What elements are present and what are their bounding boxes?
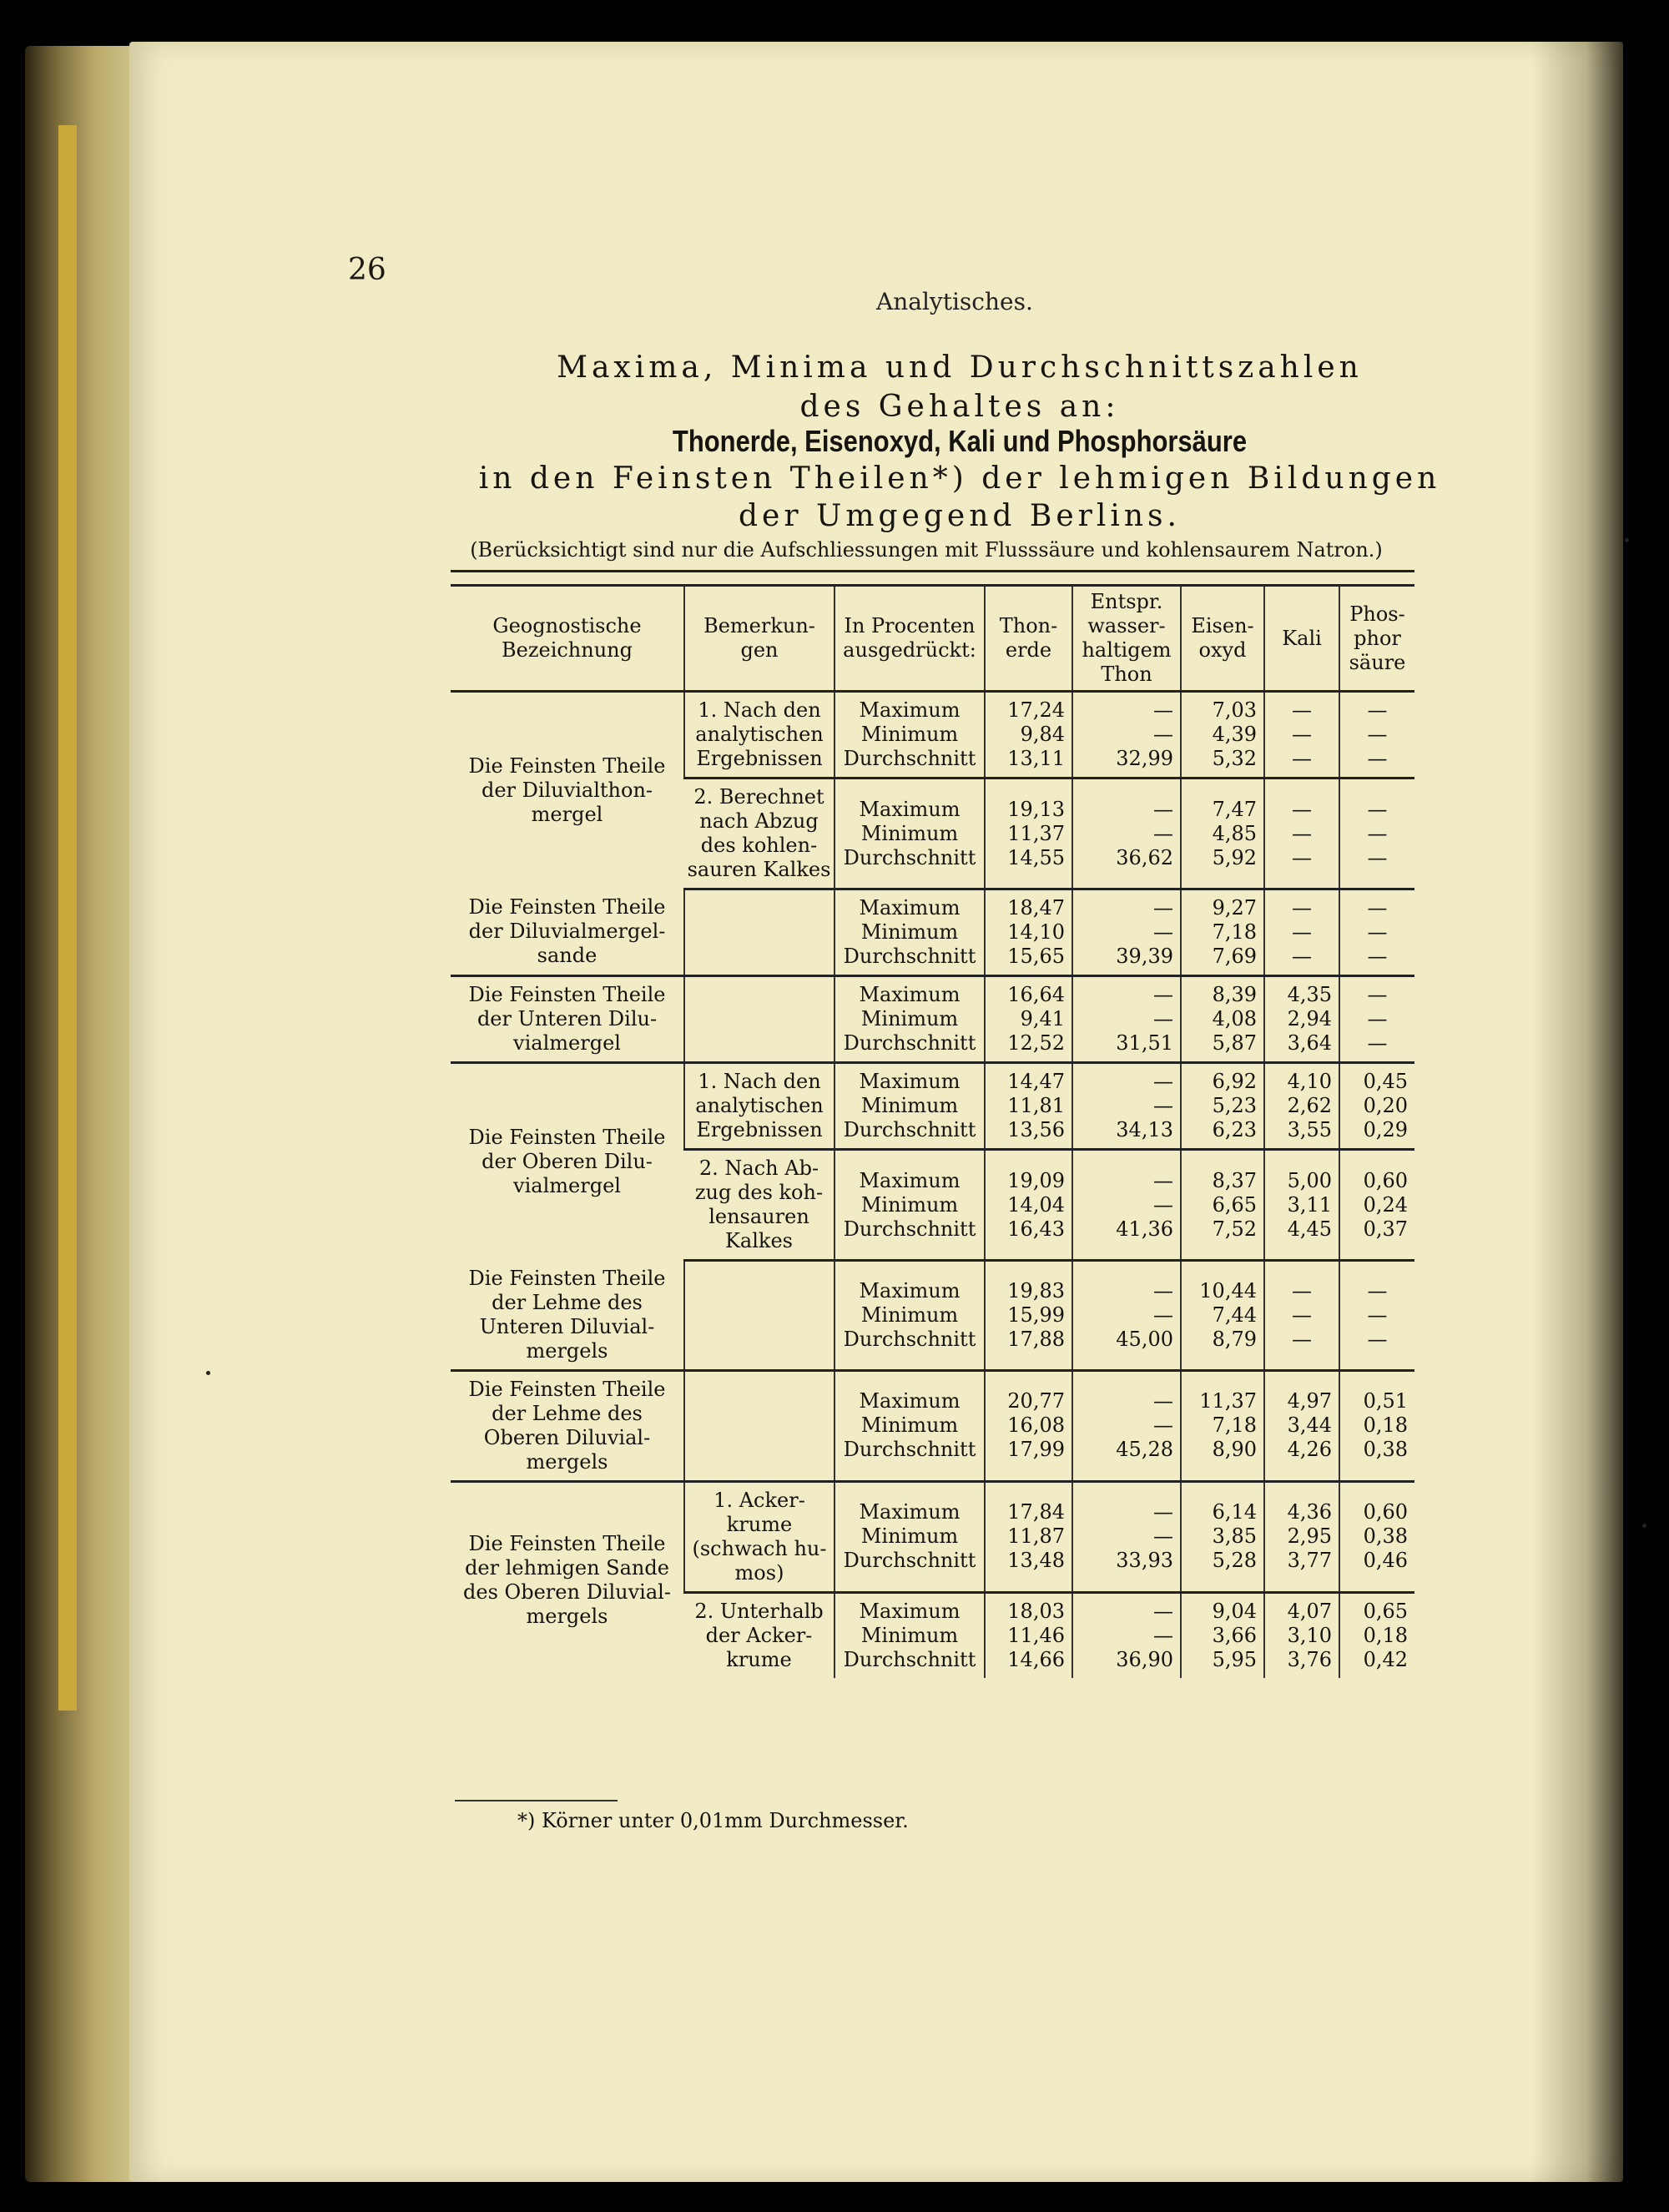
label-cell: Maximum Minimum Durchschnitt xyxy=(834,976,985,1063)
thonerde-cell: 18,47 14,10 15,65 xyxy=(985,889,1072,976)
header-cell: Kali xyxy=(1264,586,1339,692)
header-row xyxy=(451,586,1414,692)
kali-cell: — — — xyxy=(1264,1261,1339,1371)
eisenoxyd-cell: 11,37 7,18 8,90 xyxy=(1181,1370,1264,1481)
phosphor-cell: 0,65 0,18 0,42 xyxy=(1339,1592,1414,1678)
eisenoxyd-cell: 9,27 7,18 7,69 xyxy=(1181,889,1264,976)
group-name: Die Feinsten Theile der lehmigen Sande des Oberen Diluvial-mergels xyxy=(463,1531,671,1628)
phosphor-cell: — — — xyxy=(1339,778,1414,889)
kali-cell: 5,00 3,11 4,45 xyxy=(1264,1150,1339,1261)
header-cell: Eisen-oxyd xyxy=(1181,586,1264,692)
phosphor-cell: — — — xyxy=(1339,692,1414,778)
group-name: Die Feinsten Theile der Lehme des Unteren Diluvial-mergels xyxy=(451,1261,684,1371)
footnote-rule xyxy=(455,1800,618,1801)
eisenoxyd-cell: 8,39 4,08 5,87 xyxy=(1181,976,1264,1063)
thon-cell: — — 34,13 xyxy=(1072,1063,1181,1150)
table-subtitle: (Berücksichtigt sind nur die Aufschliessungen mit Flusssäure und kohlensaurem Natron.) xyxy=(470,538,1383,562)
thon-cell: — — 32,99 xyxy=(1072,692,1181,778)
speck xyxy=(1625,538,1629,542)
thon-cell: — — 41,36 xyxy=(1072,1150,1181,1261)
remark-cell: 1. Nach den analytischen Ergebnissen xyxy=(684,1063,834,1150)
eisenoxyd-cell: 10,44 7,44 8,79 xyxy=(1181,1261,1264,1371)
remark-cell: 1. Nach den analytischen Ergebnissen xyxy=(684,692,834,778)
eisenoxyd-cell: 7,03 4,39 5,32 xyxy=(1181,692,1264,778)
phosphor-cell: — — — xyxy=(1339,976,1414,1063)
kali-cell: 4,10 2,62 3,55 xyxy=(1264,1063,1339,1150)
thon-cell: — — 31,51 xyxy=(1072,976,1181,1063)
label-cell: Maximum Minimum Durchschnitt xyxy=(834,1150,985,1261)
eisenoxyd-cell: 9,04 3,66 5,95 xyxy=(1181,1592,1264,1678)
phosphor-cell: 0,60 0,24 0,37 xyxy=(1339,1150,1414,1261)
title-line-4: in den Feinsten Theilen*) der lehmigen Bildungen xyxy=(478,461,1441,496)
eisenoxyd-cell: 8,37 6,65 7,52 xyxy=(1181,1150,1264,1261)
phosphor-cell: 0,51 0,18 0,38 xyxy=(1339,1370,1414,1481)
phosphor-cell: 0,60 0,38 0,46 xyxy=(1339,1481,1414,1592)
table-row xyxy=(451,1063,1414,1150)
thon-cell: — — 45,28 xyxy=(1072,1370,1181,1481)
header-cell: Geognostische Bezeichnung xyxy=(451,586,684,692)
label-cell: Maximum Minimum Durchschnitt xyxy=(834,1481,985,1592)
label-cell: Maximum Minimum Durchschnitt xyxy=(834,778,985,889)
phosphor-cell: — — — xyxy=(1339,889,1414,976)
table-row xyxy=(451,889,1414,976)
title-line-5: der Umgegend Berlins. xyxy=(739,499,1181,533)
eisenoxyd-cell: 6,14 3,85 5,28 xyxy=(1181,1481,1264,1592)
header-cell: Phos-phor säure xyxy=(1339,586,1414,692)
gilt-edge xyxy=(58,125,77,1711)
spine-shadow xyxy=(1531,42,1623,2182)
footnote: *) Körner unter 0,01mm Durchmesser. xyxy=(517,1809,909,1832)
phosphor-cell: 0,45 0,20 0,29 xyxy=(1339,1063,1414,1150)
thon-cell: — — 36,90 xyxy=(1072,1592,1181,1678)
eisenoxyd-cell: 6,92 5,23 6,23 xyxy=(1181,1063,1264,1150)
remark-cell: 2. Nach Ab-zug des koh-lensauren Kalkes xyxy=(684,1150,834,1261)
phosphor-cell: — — — xyxy=(1339,1261,1414,1371)
header-cell: Entspr. wasser-haltigem Thon xyxy=(1072,586,1181,692)
kali-cell: — — — xyxy=(1264,692,1339,778)
remark-cell xyxy=(684,1370,834,1481)
page-number: 26 xyxy=(348,253,386,287)
remark-cell xyxy=(684,976,834,1063)
kali-cell: 4,35 2,94 3,64 xyxy=(1264,976,1339,1063)
thon-cell: — — 45,00 xyxy=(1072,1261,1181,1371)
group-name: Die Feinsten Theile der Diluvialthon-mergel xyxy=(468,754,666,827)
thonerde-cell: 16,64 9,41 12,52 xyxy=(985,976,1072,1063)
thonerde-cell: 18,03 11,46 14,66 xyxy=(985,1592,1072,1678)
table-row xyxy=(451,692,1414,778)
top-rule xyxy=(451,570,1414,572)
thonerde-cell: 17,84 11,87 13,48 xyxy=(985,1481,1072,1592)
thonerde-cell: 19,13 11,37 14,55 xyxy=(985,778,1072,889)
thonerde-cell: 19,09 14,04 16,43 xyxy=(985,1150,1072,1261)
kali-cell: — — — xyxy=(1264,778,1339,889)
label-cell: Maximum Minimum Durchschnitt xyxy=(834,889,985,976)
thon-cell: — — 33,93 xyxy=(1072,1481,1181,1592)
label-cell: Maximum Minimum Durchschnitt xyxy=(834,1063,985,1150)
eisenoxyd-cell: 7,47 4,85 5,92 xyxy=(1181,778,1264,889)
group-name: Die Feinsten Theile der Unteren Dilu-vialmergel xyxy=(451,976,684,1063)
title-line-1: Maxima, Minima und Durchschnittszahlen xyxy=(557,350,1363,385)
kali-cell: 4,36 2,95 3,77 xyxy=(1264,1481,1339,1592)
kali-cell: 4,07 3,10 3,76 xyxy=(1264,1592,1339,1678)
kali-cell: — — — xyxy=(1264,889,1339,976)
remark-cell: 1. Acker-krume (schwach hu-mos) xyxy=(684,1481,834,1592)
speck xyxy=(1642,1524,1646,1528)
header-cell: In Procenten ausgedrückt: xyxy=(834,586,985,692)
data-table xyxy=(451,584,1414,1678)
table-row xyxy=(451,1481,1414,1592)
table-row xyxy=(451,976,1414,1063)
label-cell: Maximum Minimum Durchschnitt xyxy=(834,1592,985,1678)
thonerde-cell: 14,47 11,81 13,56 xyxy=(985,1063,1072,1150)
label-cell: Maximum Minimum Durchschnitt xyxy=(834,1261,985,1371)
speck xyxy=(206,1371,210,1375)
title-line-3: Thonerde, Eisenoxyd, Kali und Phosphorsäure xyxy=(672,424,1248,458)
running-head: Analytisches. xyxy=(876,288,1033,315)
thon-cell: — — 39,39 xyxy=(1072,889,1181,976)
thonerde-cell: 19,83 15,99 17,88 xyxy=(985,1261,1072,1371)
group-name: Die Feinsten Theile der Oberen Dilu-vialmergel xyxy=(468,1126,666,1198)
label-cell: Maximum Minimum Durchschnitt xyxy=(834,692,985,778)
kali-cell: 4,97 3,44 4,26 xyxy=(1264,1370,1339,1481)
remark-cell: 2. Berechnet nach Abzug des kohlen-sauren Kalkes xyxy=(684,778,834,889)
group-name: Die Feinsten Theile der Diluvialmergel-sande xyxy=(451,889,684,976)
header-cell: Thon-erde xyxy=(985,586,1072,692)
label-cell: Maximum Minimum Durchschnitt xyxy=(834,1370,985,1481)
table-row xyxy=(451,1261,1414,1371)
remark-cell: 2. Unterhalb der Acker-krume xyxy=(694,1599,824,1671)
table-row xyxy=(451,1370,1414,1481)
remark-cell xyxy=(684,1261,834,1371)
remark-cell xyxy=(684,889,834,976)
thonerde-cell: 20,77 16,08 17,99 xyxy=(985,1370,1072,1481)
thonerde-cell: 17,24 9,84 13,11 xyxy=(985,692,1072,778)
header-cell: Bemerkun-gen xyxy=(684,586,834,692)
group-name: Die Feinsten Theile der Lehme des Oberen Diluvial-mergels xyxy=(451,1370,684,1481)
title-line-2: des Gehaltes an: xyxy=(799,390,1120,424)
thon-cell: — — 36,62 xyxy=(1072,778,1181,889)
